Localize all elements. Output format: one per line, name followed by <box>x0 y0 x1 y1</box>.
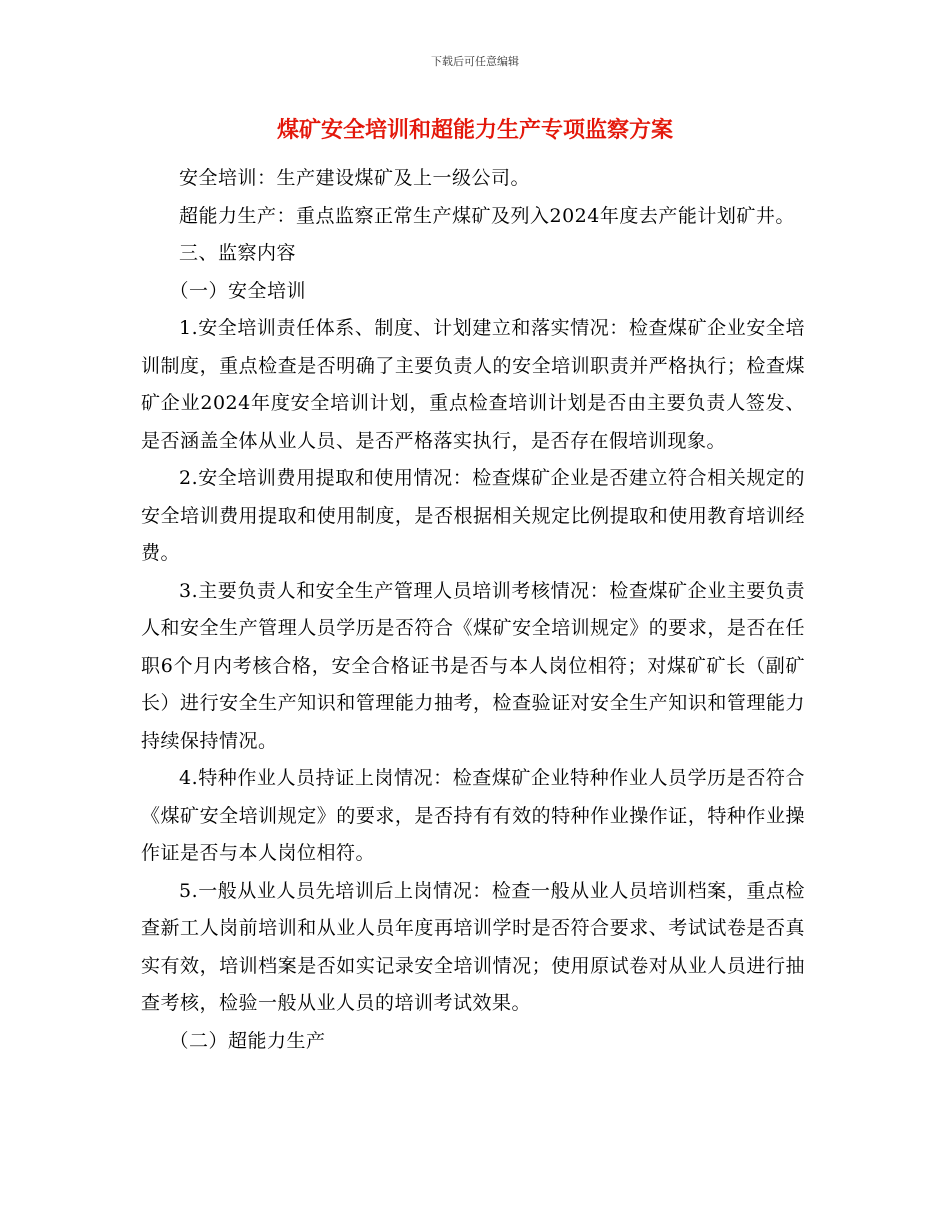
document-title: 煤矿安全培训和超能力生产专项监察方案 <box>276 118 673 143</box>
paragraph-item-3: 3.主要负责人和安全生产管理人员培训考核情况：检查煤矿企业主要负责人和安全生产管理人员学历是否符合《煤矿安全培训规定》的要求，是否在任职6个月内考核合格，安全合格证书是否与本人岗位相符；对煤矿矿长（副矿长）进行安全生产知识和管理能力抽考，检查验证对安全生产知识和管理能力持续保持情况。 <box>141 579 805 752</box>
document-body <box>141 160 805 1060</box>
page-header: 下载后可任意编辑 <box>431 55 519 68</box>
subsection-heading-overcapacity: （二）超能力生产 <box>169 1029 326 1052</box>
paragraph-item-5: 5.一般从业人员先培训后上岗情况：检查一般从业人员培训档案，重点检查新工人岗前培训和从业人员年度再培训学时是否符合要求、考试试卷是否真实有效，培训档案是否如实记录安全培训情况；使用原试卷对从业人员进行抽查考核，检验一般从业人员的培训考试效果。 <box>141 879 805 1014</box>
paragraph-overcapacity-scope: 超能力生产：重点监察正常生产煤矿及列入2024年度去产能计划矿井。 <box>179 204 795 227</box>
paragraph-item-2: 2.安全培训费用提取和使用情况：检查煤矿企业是否建立符合相关规定的安全培训费用提取和使用制度，是否根据相关规定比例提取和使用教育培训经费。 <box>141 467 805 564</box>
section-heading-inspection-content: 三、监察内容 <box>179 242 297 264</box>
subsection-heading-safety-training: （一）安全培训 <box>169 279 307 302</box>
paragraph-item-1: 1.安全培训责任体系、制度、计划建立和落实情况：检查煤矿企业安全培训制度，重点检查是否明确了主要负责人的安全培训职责并严格执行；检查煤矿企业2024年度安全培训计划，重点检查培训计划是否由主要负责人签发、是否涵盖全体从业人员、是否严格落实执行，是否存在假培训现象。 <box>141 317 805 452</box>
paragraph-safety-training-scope: 安全培训：生产建设煤矿及上一级公司。 <box>179 167 531 189</box>
paragraph-item-4: 4.特种作业人员持证上岗情况：检查煤矿企业特种作业人员学历是否符合《煤矿安全培训规定》的要求，是否持有有效的特种作业操作证，特种作业操作证是否与本人岗位相符。 <box>141 767 805 864</box>
